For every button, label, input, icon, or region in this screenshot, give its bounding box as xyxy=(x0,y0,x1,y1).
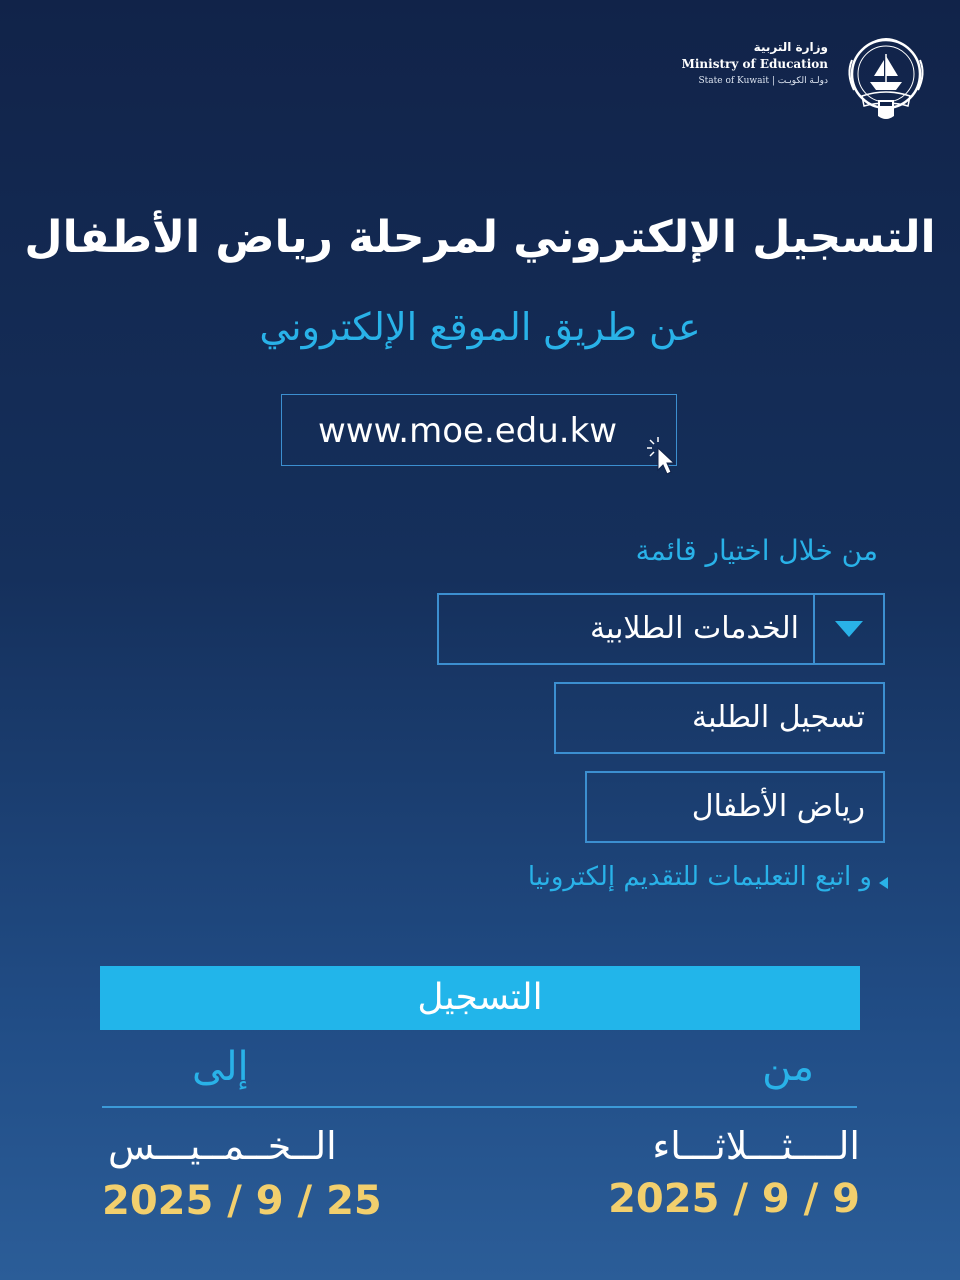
ministry-name-arabic: وزارة التربية xyxy=(753,40,828,54)
from-label: من xyxy=(762,1044,814,1090)
follow-text: و اتبع التعليمات للتقديم إلكترونيا xyxy=(527,862,872,892)
end-date: 2025 / 9 / 25 xyxy=(102,1178,382,1224)
menu-item-label: رياض الأطفال xyxy=(691,789,865,824)
triangle-down-icon xyxy=(835,621,863,637)
end-day: الــخــمــيـــس xyxy=(108,1124,337,1168)
ministry-branding xyxy=(508,40,828,87)
dropdown-separator xyxy=(813,595,815,663)
registration-bar: التسجيل xyxy=(100,966,860,1030)
state-name-arabic: دولـة الكويـت xyxy=(777,76,828,86)
state-name-english: State of Kuwait xyxy=(698,76,769,86)
menu-item-kindergarten[interactable] xyxy=(585,771,885,843)
dropdown-label: الخدمات الطلابية xyxy=(589,611,799,646)
to-label: إلى xyxy=(192,1044,249,1090)
menu-item-label: تسجيل الطلبة xyxy=(692,700,865,735)
menu-item-student-registration[interactable] xyxy=(554,682,885,754)
start-date: 2025 / 9 / 9 xyxy=(608,1176,860,1222)
click-cursor-icon xyxy=(646,436,682,476)
page-subtitle: عن طريق الموقع الإلكتروني xyxy=(259,305,701,349)
start-day: الــــثـــلاثـــاء xyxy=(652,1124,860,1168)
kuwait-emblem-icon xyxy=(840,30,932,126)
website-url: www.moe.edu.kw xyxy=(318,411,618,451)
date-divider xyxy=(102,1106,857,1108)
page-title: التسجيل الإلكتروني لمرحلة رياض الأطفال xyxy=(24,212,936,263)
website-url-box[interactable] xyxy=(281,394,677,466)
state-line xyxy=(508,76,828,87)
menu-instruction: من خلال اختيار قائمة xyxy=(635,534,878,567)
follow-instructions-text xyxy=(528,862,890,892)
ministry-name-english: Ministry of Education xyxy=(681,57,828,71)
state-separator: | xyxy=(771,76,778,86)
student-services-dropdown[interactable] xyxy=(437,593,885,665)
